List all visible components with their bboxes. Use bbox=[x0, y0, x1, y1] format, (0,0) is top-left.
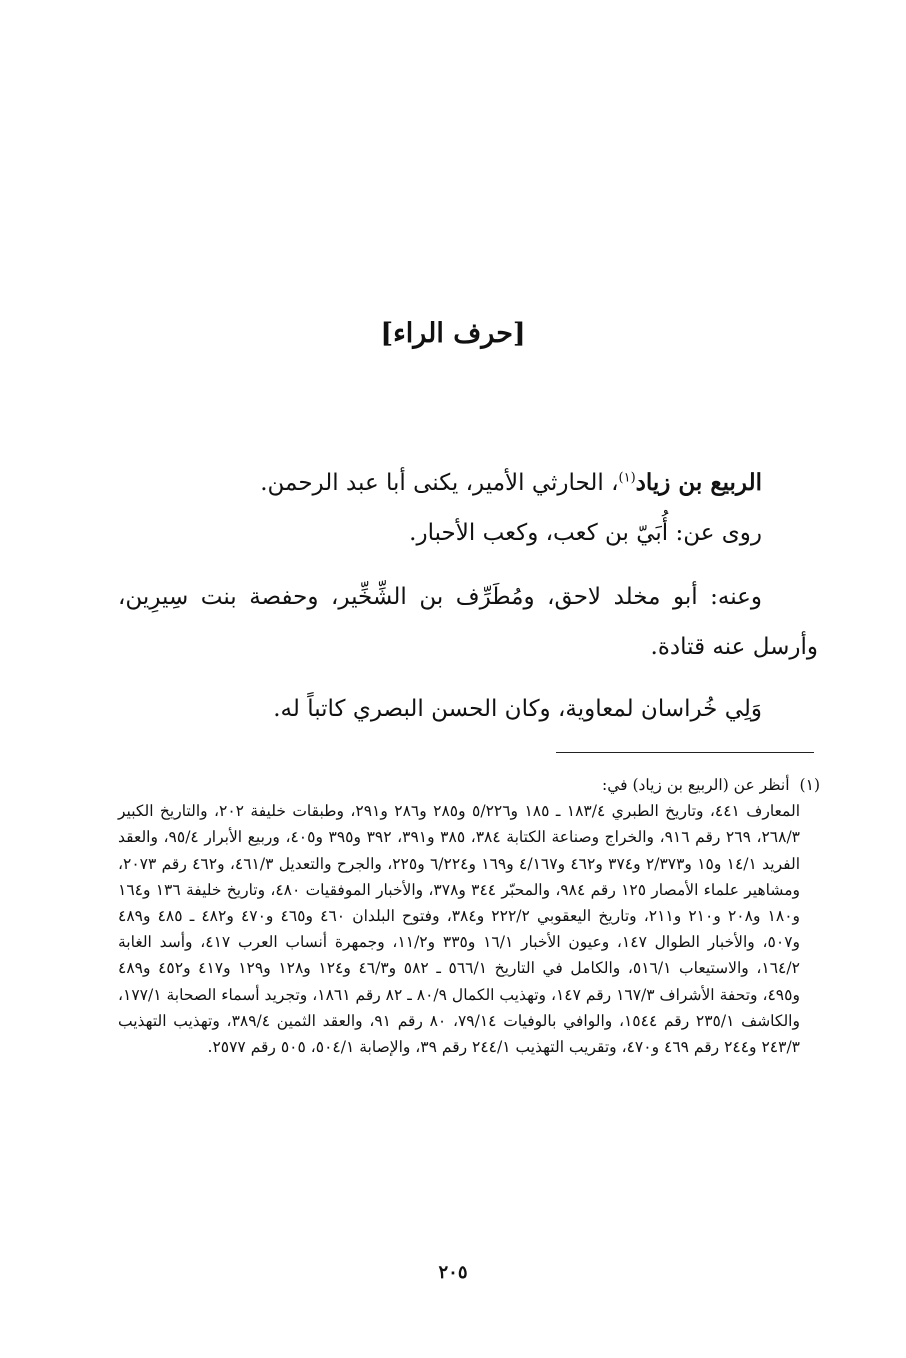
footnote-intro: أنظر عن (الربيع بن زياد) في: bbox=[601, 776, 790, 794]
entry-name: الربيع بن زياد bbox=[635, 469, 762, 496]
footnote-head bbox=[118, 772, 820, 798]
entry-heading-paragraph bbox=[118, 458, 818, 508]
footnote-reference-marker: (١) bbox=[618, 470, 636, 486]
narrators-paragraph: وعنه: أبو مخلد لاحق، ومُطَرِّف بن الشِّخِّير، وحفصة بنت سِيرِين، وأرسل عنه قتادة. bbox=[118, 584, 818, 660]
footnote-number: (١) bbox=[799, 776, 820, 794]
chapter-title: [حرف الراء] bbox=[380, 318, 526, 349]
footnote-divider bbox=[556, 752, 814, 753]
governor-paragraph: وَلِي خُراسان لمعاوية، وكان الحسن البصري كاتباً له. bbox=[273, 696, 762, 722]
page-number: ٢٠٥ bbox=[438, 1262, 468, 1283]
entry-description: ، الحارثي الأمير، يكنى أبا عبد الرحمن. bbox=[260, 470, 619, 496]
biography-entry bbox=[118, 458, 818, 734]
footnote bbox=[118, 772, 820, 1060]
footnote-sources-text: المعارف ٤٤١، وتاريخ الطبري ١٨٣/٤ ـ ١٨٥ و٥/٢٢٦ و٢٨٥ و٢٨٦ و٢٩١، وطبقات خليفة ٢٠٢، والتاريخ الكبير ٢٦٨/٣، ٢٦٩ رقم ٩١٦، والخراج وصناعة الكتابة ٣٨٤، ٣٨٥ و٣٩١، ٣٩٢ و٣٩٥ و٤٠٥، وربيع الأبرار ٩٥/٤، والعقد الفريد ١٤/١ و١٥ و٢/٣٧٣ و٣٧٤ و٤٦٢ و٤/١٦٧ و١٦٩ و٦/٢٢٤ و٢٢٥، والجرح والتعديل ٤٦١/٣، و٤٦٢ رقم ٢٠٧٣، ومشاهير علماء الأمصار ١٢٥ رقم ٩٨٤، والمحبّر ٣٤٤ و٣٧٨، والأخبار الموفقيات ٤٨٠، وتاريخ خليفة ١٣٦ و١٦٤ و١٨٠ و٢٠٨ و٢١٠ و٢١١، وتاريخ اليعقوبي ٢٢٢/٢ و٣٨٤، وفتوح البلدان ٤٦٠ و٤٦٥ و٤٧٠ و٤٨٢ ـ ٤٨٥ و٤٨٩ و٥٠٧، والأخبار الطوال ١٤٧، وعيون الأخبار ١٦/١ و٣٣٥ و١١/٢، وجمهرة أنساب العرب ٤١٧، وأسد الغابة ١٦٤/٢، والاستيعاب ٥١٦/١، والكامل في التاريخ ٥٦٦/١ ـ ٥٨٢ و٤٦/٣ و١٢٤ و١٢٨ و١٢٩ و٤١٧ و٤٥٢ و٤٨٩ و٤٩٥، وتحفة الأشراف ١٦٧/٣ رقم ١٤٧، وتهذيب الكمال ٨٠/٩ ـ ٨٢ رقم ١٨٦١، وتجريد أسماء الصحابة ١٧٧/١، والكاشف ٢٣٥/١ رقم ١٥٤٤، والوافي بالوفيات ٧٩/١٤، ٨٠ رقم ٩١، والعقد الثمين ٣٨٩/٤، وتهذيب التهذيب ٢٤٣/٣ و٢٤٤ رقم ٤٦٩ و٤٧٠، وتقريب التهذيب ٢٤٤/١ رقم ٣٩، والإصابة ٥٠٤/١، ٥٠٥ رقم ٢٥٧٧. bbox=[118, 802, 801, 1057]
narrated-from-paragraph: روى عن: أُبَيّ بن كعب، وكعب الأحبار. bbox=[409, 520, 762, 546]
